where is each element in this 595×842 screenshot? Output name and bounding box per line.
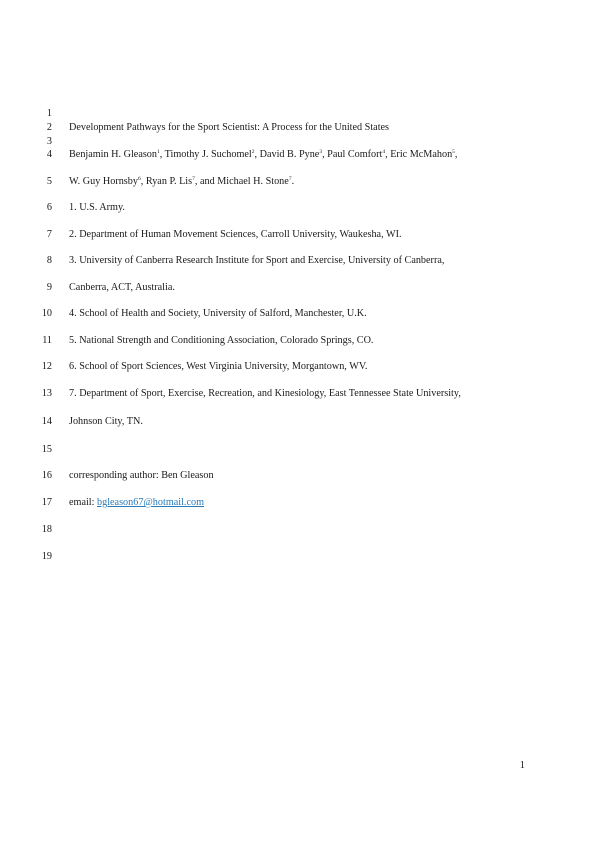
affiliation-marker: 6	[137, 176, 141, 182]
author-separator: .	[291, 176, 295, 187]
line-number: 14	[41, 416, 52, 427]
paper-title: Development Pathways for the Sport Scientist: A Process for the United States	[69, 122, 390, 133]
author-name: Paul Comfort	[327, 149, 383, 160]
manuscript-line	[0, 387, 595, 401]
line-number: 4	[46, 149, 52, 160]
author-separator: ,	[140, 176, 146, 187]
manuscript-line	[0, 254, 595, 268]
line-number: 15	[41, 444, 52, 455]
manuscript-line	[0, 360, 595, 374]
manuscript-line	[0, 415, 595, 429]
manuscript-line	[0, 228, 595, 242]
line-text: 2. Department of Human Movement Sciences, Carroll University, Waukesha, WI.	[69, 229, 402, 240]
manuscript-line	[0, 121, 595, 135]
line-number: 2	[46, 122, 52, 133]
email-line	[69, 496, 204, 510]
line-number: 8	[46, 255, 52, 266]
author-name: David B. Pyne	[259, 149, 320, 160]
affiliation-marker: 5	[452, 149, 455, 155]
author-name: Ryan P. Lis	[145, 176, 193, 187]
author-separator: ,	[322, 149, 328, 160]
manuscript-line	[0, 523, 595, 537]
page-number: 1	[519, 760, 525, 771]
line-text: 3. University of Canberra Research Institute for Sport and Exercise, University of Canberra,	[69, 255, 445, 266]
affiliation-marker: 7	[288, 176, 292, 182]
author-list	[69, 148, 457, 163]
email-link[interactable]: bgleason67@hotmail.com	[97, 497, 205, 508]
manuscript-line	[0, 443, 595, 457]
manuscript-line	[0, 281, 595, 295]
author-separator: ,	[254, 149, 260, 160]
affiliation-marker: 3	[319, 149, 323, 155]
author-name: Timothy J. Suchomel	[164, 149, 252, 160]
line-number: 13	[41, 388, 52, 399]
author-list	[69, 175, 294, 190]
line-text: Canberra, ACT, Australia.	[69, 282, 175, 293]
line-number: 6	[46, 202, 52, 213]
line-number: 10	[41, 308, 52, 319]
author-separator: , and	[194, 176, 218, 187]
line-number: 19	[41, 551, 52, 562]
line-number: 7	[46, 229, 52, 240]
author-separator: ,	[454, 149, 458, 160]
manuscript-line	[0, 334, 595, 348]
line-number: 5	[46, 176, 52, 187]
manuscript-line	[0, 201, 595, 215]
line-number: 1	[46, 108, 52, 119]
manuscript-line	[0, 307, 595, 321]
affiliation-marker: 2	[251, 149, 255, 155]
manuscript-line	[0, 175, 595, 189]
line-text: 4. School of Health and Society, University of Salford, Manchester, U.K.	[69, 308, 367, 319]
line-number: 9	[46, 282, 52, 293]
affiliation-marker: 7	[192, 176, 195, 182]
email-label: email:	[69, 497, 98, 508]
manuscript-line	[0, 550, 595, 564]
author-separator: ,	[159, 149, 165, 160]
manuscript-line	[0, 469, 595, 483]
line-text: 6. School of Sport Sciences, West Virginia University, Morgantown, WV.	[69, 361, 368, 372]
affiliation-marker: 4	[382, 149, 386, 155]
author-name: Benjamin H. Gleason	[69, 149, 157, 160]
affiliation-marker: 1	[157, 149, 160, 155]
author-name: Michael H. Stone	[217, 176, 289, 187]
author-name: Eric McMahon	[390, 149, 453, 160]
author-name: W. Guy Hornsby	[69, 176, 138, 187]
line-text: corresponding author: Ben Gleason	[69, 470, 214, 481]
line-number: 12	[41, 361, 52, 372]
manuscript-line	[0, 496, 595, 510]
line-number: 11	[42, 335, 52, 346]
manuscript-line	[0, 107, 595, 121]
line-text: Johnson City, TN.	[69, 416, 143, 427]
line-number: 3	[46, 136, 52, 147]
manuscript-line	[0, 148, 595, 162]
line-text: 1. U.S. Army.	[69, 202, 125, 213]
line-number: 17	[41, 497, 52, 508]
manuscript-line	[0, 135, 595, 149]
line-text: 7. Department of Sport, Exercise, Recreation, and Kinesiology, East Tennessee State University,	[69, 388, 461, 399]
author-separator: ,	[385, 149, 391, 160]
line-number: 18	[41, 524, 52, 535]
line-number: 16	[41, 470, 52, 481]
line-text: 5. National Strength and Conditioning Association, Colorado Springs, CO.	[69, 335, 374, 346]
